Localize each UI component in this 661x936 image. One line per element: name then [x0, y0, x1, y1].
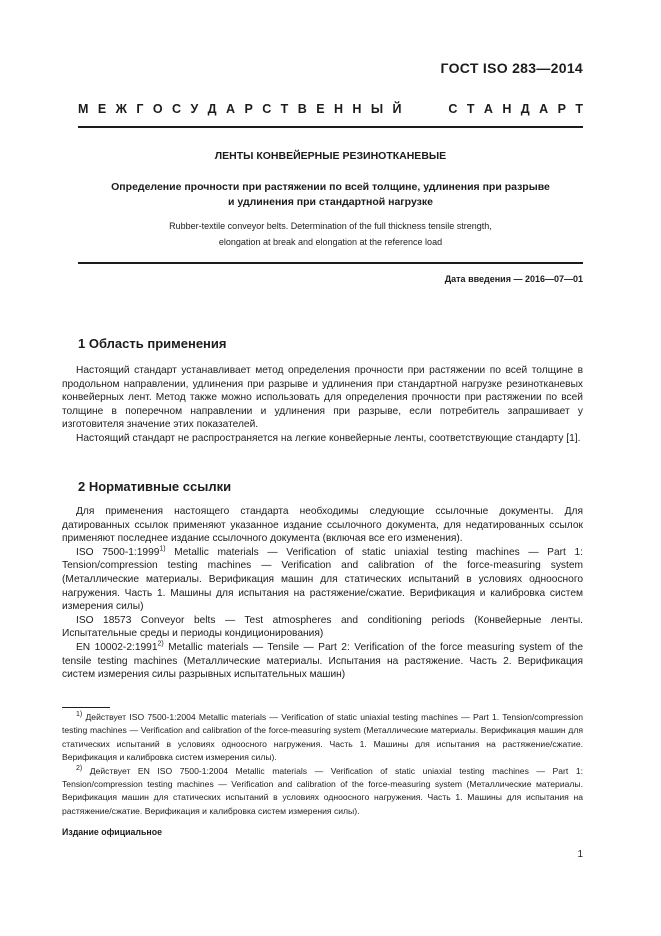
section-2-body: [62, 505, 583, 682]
heading-letter: Т: [575, 102, 583, 116]
word-gap: [411, 102, 439, 116]
top-divider: [78, 126, 583, 128]
heading-letter: Р: [557, 102, 566, 116]
footnote: [62, 711, 583, 765]
edition-label: Издание официальное: [62, 827, 162, 837]
introduction-date: Дата введения — 2016—07—01: [444, 274, 583, 284]
heading-letter: В: [297, 102, 307, 116]
heading-letter: А: [483, 102, 493, 116]
heading-letter: С: [448, 102, 458, 116]
heading-letter: Е: [316, 102, 325, 116]
standard-type-heading: [78, 102, 583, 116]
heading-letter: Т: [466, 102, 475, 116]
footnote-divider: [62, 707, 110, 708]
reference-item: [62, 546, 583, 614]
heading-letter: Й: [392, 102, 402, 116]
reference-text: Metallic materials — Tensile — Part 2: Verification of the force measuring system of the tensile testing machines (Металлические материалы. Испытания на растяжение. Часть 2. Верификация систем измерения силы разрывных испытательных машин): [62, 641, 583, 681]
heading-letter: Е: [97, 102, 107, 116]
heading-letter: Т: [280, 102, 289, 116]
footnotes: [62, 711, 583, 818]
heading-letter: Ж: [115, 102, 127, 116]
document-title: ЛЕНТЫ КОНВЕЙЕРНЫЕ РЕЗИНОТКАНЕВЫЕ: [214, 150, 447, 162]
heading-letter: Г: [136, 102, 144, 116]
reference-item: [62, 641, 583, 682]
reference-item: ISO 18573 Conveyor belts — Test atmospheres and conditioning periods (Конвейерные ленты. Испытательные среды и периоды кондиционирования): [62, 614, 583, 640]
section-2-heading: 2 Нормативные ссылки: [78, 479, 232, 494]
heading-letter: Д: [207, 102, 217, 116]
footnote-marker: 1): [159, 545, 166, 553]
heading-letter: Н: [502, 102, 512, 116]
subtitle-line: и удлинения при стандартной нагрузке: [228, 196, 433, 208]
reference-code: ISO 7500-1:1999: [76, 546, 160, 558]
paragraph: Настоящий стандарт не распространяется на легкие конвейерные ленты, соответствующие стандарту [1].: [76, 432, 581, 444]
heading-letter: Н: [333, 102, 343, 116]
heading-letter: О: [152, 102, 163, 116]
heading-letter: Н: [352, 102, 362, 116]
heading-letter: С: [172, 102, 182, 116]
heading-letter: А: [226, 102, 236, 116]
section-1-body: [62, 364, 583, 446]
heading-letter: С: [262, 102, 272, 116]
heading-letter: Ы: [370, 102, 384, 116]
english-title-line: elongation at break and elongation at the reference load: [218, 237, 443, 247]
footnote-text: Действует ISO 7500-1:2004 Metallic materials — Verification of static uniaxial testing machines — Part 1. Tension/compression testing machines — Verification and calibration of the force-measuring system (Металлические материалы. Верификация машин для статических испытаний в условиях одноосного нагружения. Часть 1. Машины для испытания на растяжение/сжатие. Верификация и калибровка систем измерения силы).: [62, 712, 583, 763]
footnote-text: Действует EN ISO 7500-1:2004 Metallic materials — Verification of static uniaxial testing machines — Part 1: Tension/compression testing machines — Verification and calibration of the force-measuring system (Металлические материалы. Верификация машин для статических испытаний в условиях одноосного нагружения. Часть 1. Машины для испытания на растяжение/сжатие. Верификация и калибровка систем измерения силы).: [62, 765, 583, 816]
document-subtitle: [100, 180, 561, 210]
heading-letter: У: [190, 102, 199, 116]
standard-number: ГОСТ ISO 283—2014: [440, 60, 583, 76]
title-divider: [78, 262, 583, 264]
page-number: 1: [577, 849, 583, 860]
footnote-marker: 2): [157, 640, 164, 648]
paragraph: Для применения настоящего стандарта необходимы следующие ссылочные документы. Для датированных ссылок применяют указанное издание ссылочного документа, для недатированных ссылок применяют последнее издание ссылочного документа (включая все его изменения).: [62, 506, 583, 545]
english-title: [100, 218, 561, 250]
section-1-heading: 1 Область применения: [78, 336, 227, 351]
footnote-marker: 2): [76, 764, 83, 772]
reference-code: EN 10002-2:1991: [76, 641, 158, 653]
heading-letter: М: [78, 102, 89, 116]
heading-letter: Р: [244, 102, 253, 116]
english-title-line: Rubber-textile conveyor belts. Determination of the full thickness tensile strength,: [169, 221, 492, 231]
footnote: [62, 765, 583, 819]
paragraph: Настоящий стандарт устанавливает метод определения прочности при растяжении по всей толщине в продольном направлении, удлинения при разрыве и удлинения при стандартной нагрузке резинотканевых конвейерных лент. Метод также можно использовать для определения прочности при растяжении по всей толщине в поперечном направлении и удлинения при разрыве, если потребитель запрашивает у изготовителя значение этих показателей.: [62, 365, 583, 431]
footnote-marker: 1): [76, 711, 83, 719]
reference-text: Metallic materials — Verification of static uniaxial testing machines — Part 1: Tension/compression testing machines — Verification and calibration of the force-measuring system (Металлические материалы. Верификация машин для статических испытаний в условиях одноосного нагружения. Часть 1. Машины для испытания на растяжение/сжатие. Верификация и калибровка систем измерения силы): [62, 546, 583, 613]
heading-letter: Д: [520, 102, 530, 116]
subtitle-line: Определение прочности при растяжении по всей толщине, удлинения при разрыве: [111, 181, 550, 193]
heading-letter: А: [539, 102, 549, 116]
